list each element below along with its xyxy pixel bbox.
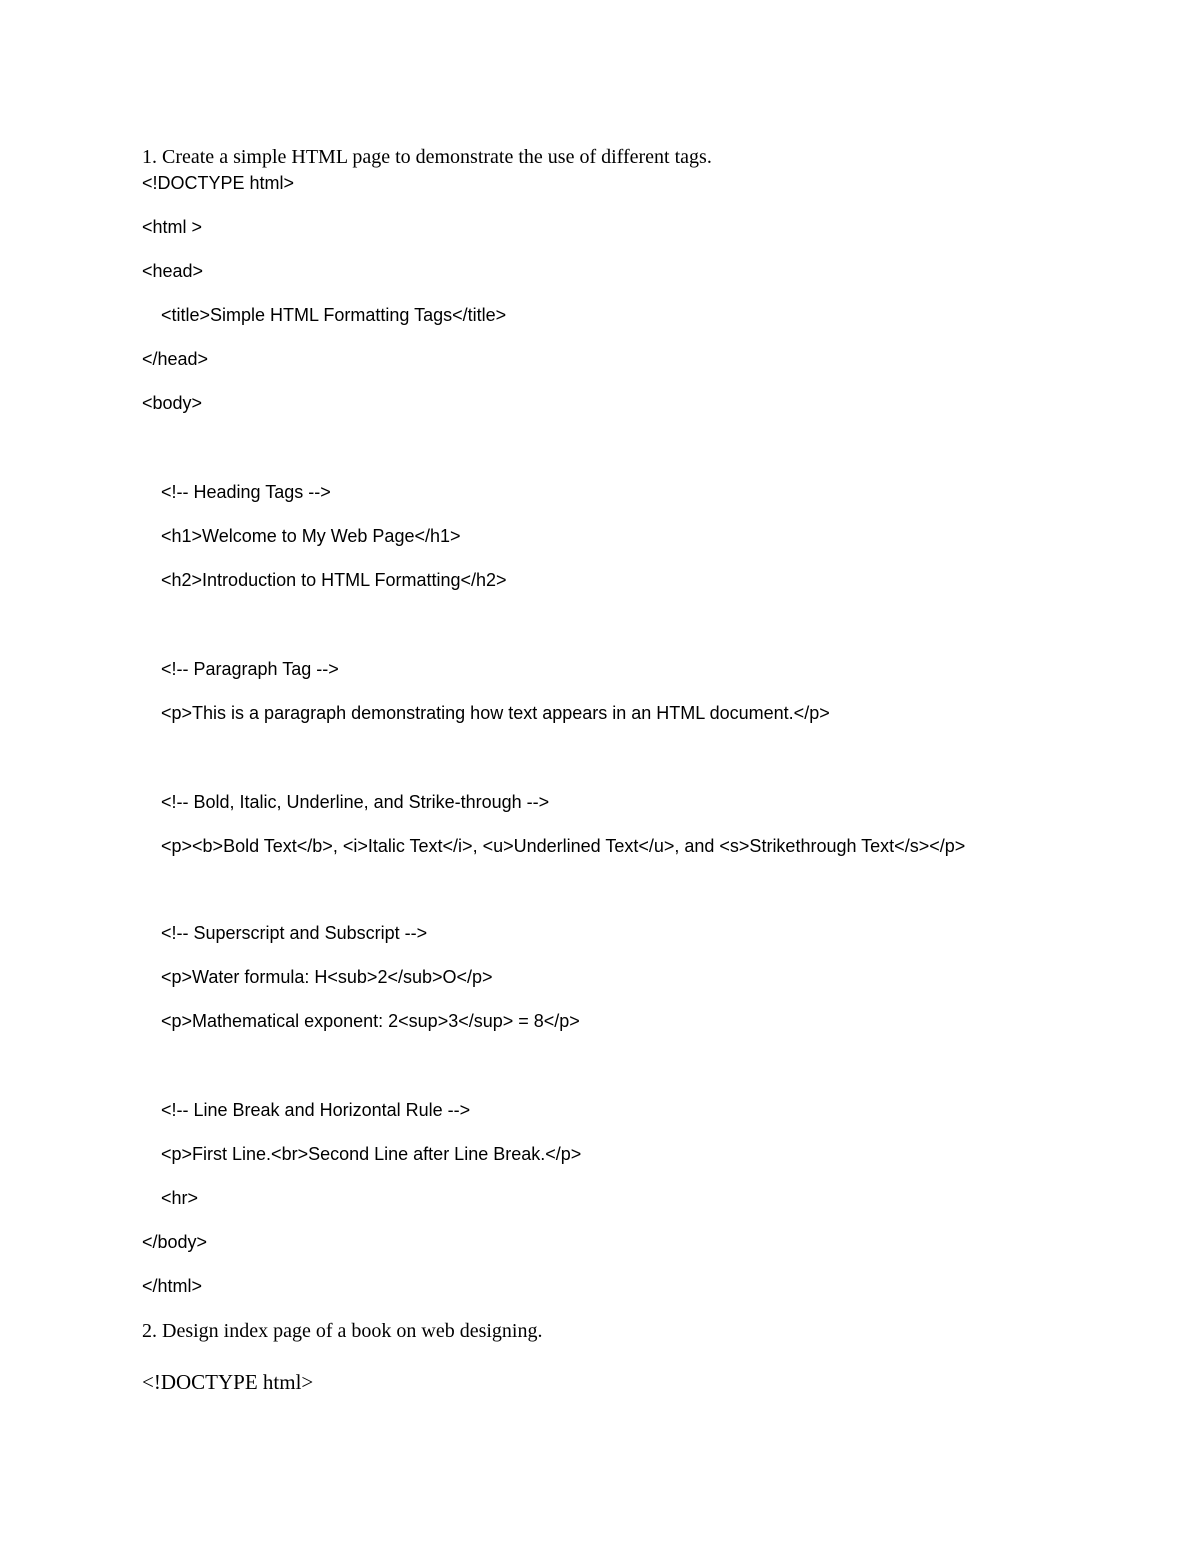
code-line-title: <title>Simple HTML Formatting Tags</title> <box>161 305 507 325</box>
code-line-comment-formatting: <!-- Bold, Italic, Underline, and Strike-through --> <box>161 792 550 812</box>
section-1-heading: 1. Create a simple HTML page to demonstrate the use of different tags. <box>142 146 712 168</box>
code-line-h1: <h1>Welcome to My Web Page</h1> <box>161 526 461 546</box>
code-line-paragraph: <p>This is a paragraph demonstrating how text appears in an HTML document.</p> <box>161 703 830 723</box>
code-line-head-open: <head> <box>142 261 204 281</box>
code-line-body-open: <body> <box>142 393 203 413</box>
code-line-subscript: <p>Water formula: H<sub>2</sub>O</p> <box>161 967 493 987</box>
code-line-comment-br-hr: <!-- Line Break and Horizontal Rule --> <box>161 1100 471 1120</box>
code-line-formatting: <p><b>Bold Text</b>, <i>Italic Text</i>, <u>Underlined Text</u>, and <s>Strikethrough Text</s></p> <box>161 836 966 856</box>
code-line-doctype: <!DOCTYPE html> <box>142 173 295 193</box>
code-line-comment-paragraph: <!-- Paragraph Tag --> <box>161 659 339 679</box>
code-line-h2: <h2>Introduction to HTML Formatting</h2> <box>161 570 507 590</box>
code-line-superscript: <p>Mathematical exponent: 2<sup>3</sup> = 8</p> <box>161 1011 580 1031</box>
code-line-html-close: </html> <box>142 1276 203 1296</box>
code-line-body-close: </body> <box>142 1232 208 1252</box>
code-line-comment-heading-tags: <!-- Heading Tags --> <box>161 482 331 502</box>
section-2-code-doctype: <!DOCTYPE html> <box>142 1370 314 1394</box>
code-line-comment-sup-sub: <!-- Superscript and Subscript --> <box>161 923 428 943</box>
code-line-line-break: <p>First Line.<br>Second Line after Line Break.</p> <box>161 1144 582 1164</box>
code-line-head-close: </head> <box>142 349 209 369</box>
section-2-heading: 2. Design index page of a book on web designing. <box>142 1320 543 1342</box>
code-line-html-open: <html > <box>142 217 203 237</box>
code-line-hr: <hr> <box>161 1188 199 1208</box>
